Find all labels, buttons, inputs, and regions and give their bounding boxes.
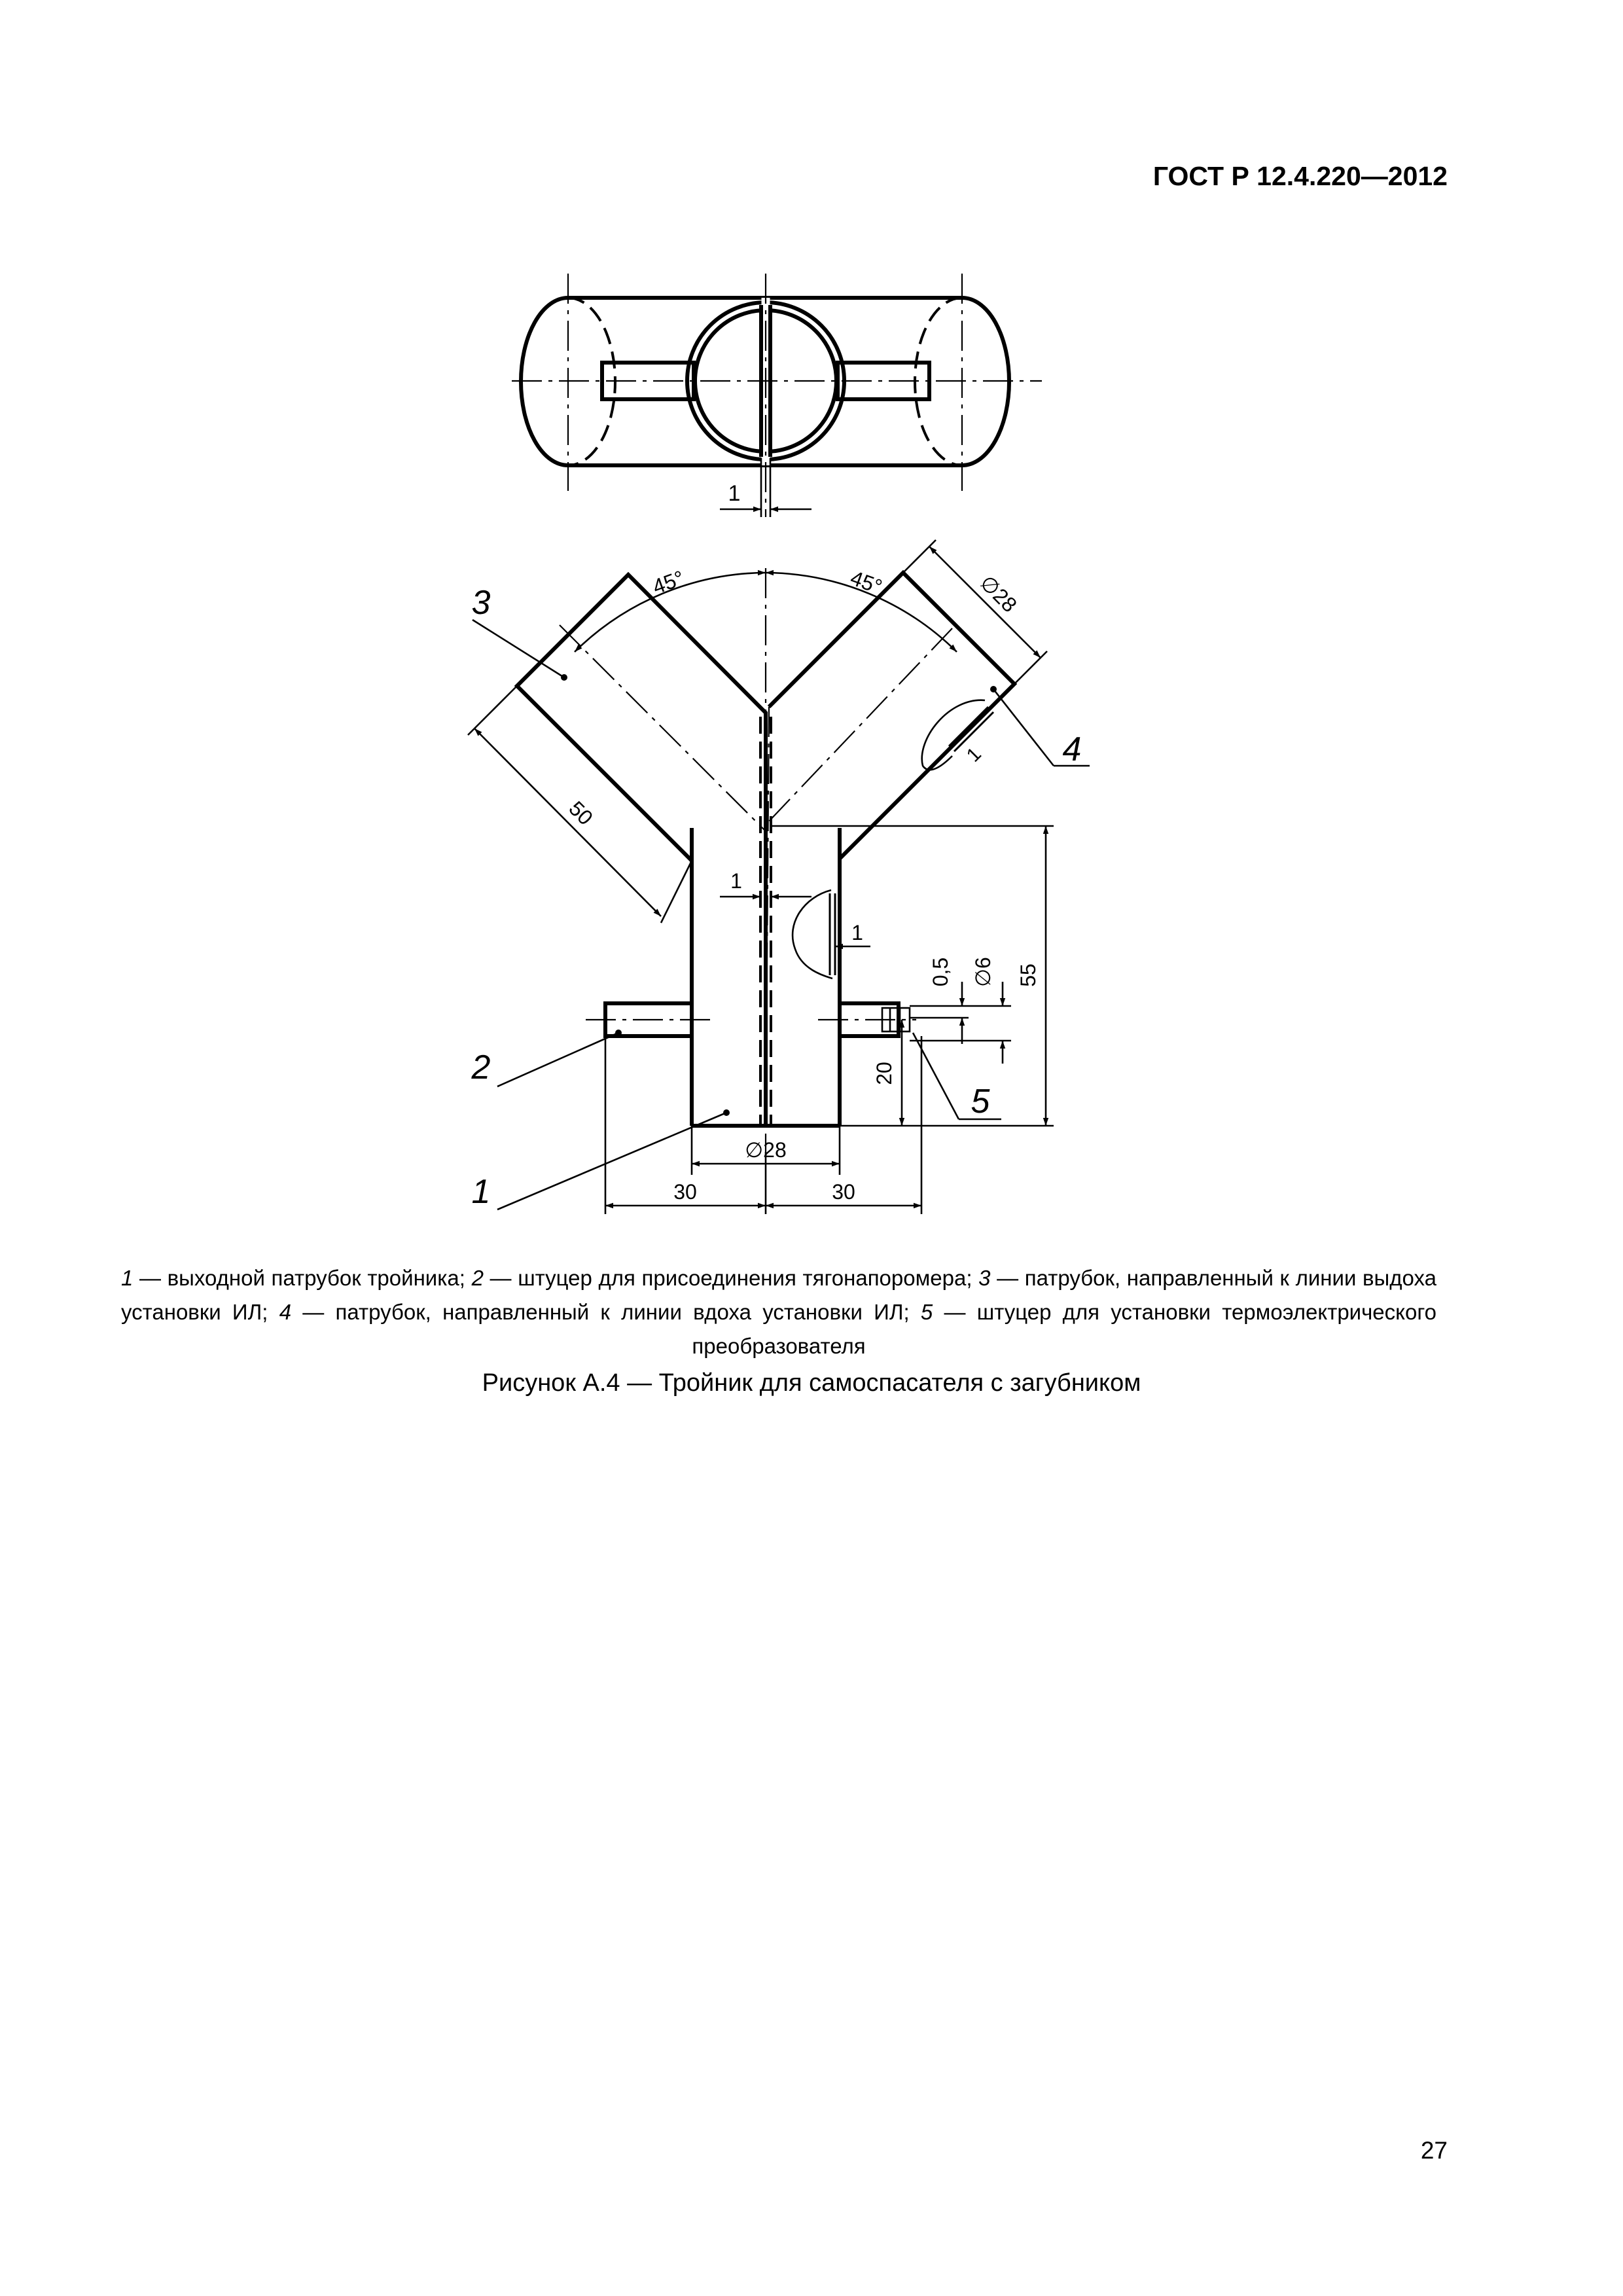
dim-top-gap-label: 1 <box>728 481 741 506</box>
dim-angle-right-label: 45° <box>847 565 885 599</box>
top-view <box>512 274 1042 517</box>
dim-branch-diameter <box>903 540 1047 684</box>
legend-item-1: 1 — выходной патрубок тройника; <box>121 1266 472 1290</box>
callout-5-label: 5 <box>971 1083 990 1121</box>
dim-height-20-label: 20 <box>872 1062 896 1085</box>
legend-item-5: 5 — штуцер для установки термоэлектрического преобразователя <box>692 1300 1436 1358</box>
callout-4 <box>990 686 1090 768</box>
callout-1-label: 1 <box>471 1173 491 1211</box>
dim-branch-length <box>468 686 692 923</box>
legend-item-3: 3 — патрубок, направленный к линии выдоха установки ИЛ; <box>121 1266 1436 1324</box>
legend-item-2: 2 — штуцер для присоединения тягонапоромера; <box>471 1266 979 1290</box>
dim-angle-left-label: 45° <box>649 565 688 599</box>
figure-caption: Рисунок А.4 — Тройник для самоспасателя с загубником <box>482 1369 1141 1397</box>
legend-item-4: 4 — патрубок, направленный к линии вдоха установки ИЛ; <box>279 1300 921 1324</box>
dim-wall-inlet <box>963 744 986 766</box>
callout-3-label: 3 <box>471 584 491 622</box>
callout-4-label: 4 <box>1062 730 1082 768</box>
document-standard-header: ГОСТ Р 12.4.220—2012 <box>1152 161 1448 191</box>
dim-height-55 <box>771 826 1054 1126</box>
dim-branch-length-label: 50 <box>564 796 598 830</box>
dim-branch-diameter-label: ∅28 <box>975 571 1022 617</box>
figure-legend <box>121 1261 1436 1363</box>
callout-2-label: 2 <box>471 1049 491 1086</box>
dim-diam-6-label: ∅6 <box>971 957 995 987</box>
dim-gap-05-label: 0,5 <box>929 957 952 987</box>
dim-wall-inlet-label: 1 <box>962 743 986 766</box>
dim-half-width-left-label: 30 <box>673 1180 697 1204</box>
callout-2 <box>471 1030 622 1086</box>
page-number: 27 <box>1420 2137 1448 2164</box>
dim-wall-right-label: 1 <box>851 921 863 944</box>
dim-wall-left-label: 1 <box>730 869 742 893</box>
dim-height-55-label: 55 <box>1016 963 1040 987</box>
dim-fitting-small <box>910 957 1011 1064</box>
dim-outlet-diameter-label: ∅28 <box>745 1138 787 1162</box>
callout-3 <box>472 584 567 681</box>
callout-5 <box>913 1033 1001 1121</box>
dim-half-width-right-label: 30 <box>832 1180 855 1204</box>
local-section-right <box>793 700 993 978</box>
